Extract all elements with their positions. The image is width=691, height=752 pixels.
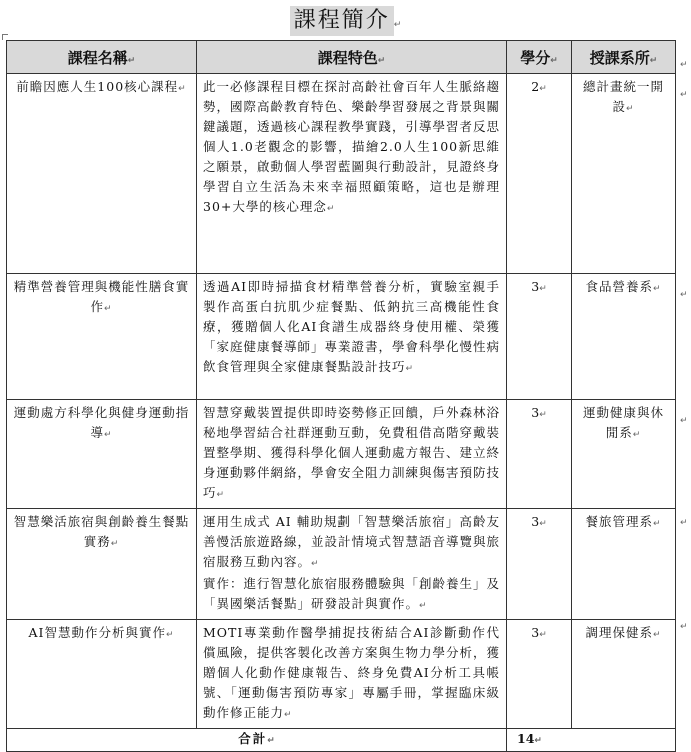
paragraph-mark-icon: ↵ [178,84,187,94]
course-table [6,40,676,752]
paragraph-mark-icon: ↵ [539,84,547,94]
title-wrap [0,6,691,36]
paragraph-mark-icon: ↵ [550,55,558,66]
table-row [7,620,676,729]
row-end-mark-icon: ↵ [680,416,688,426]
course-name-cell: 精準營養管理與機能性膳食實作↵ [7,274,197,400]
table-row [7,509,676,620]
credits-cell: 3↵ [507,274,572,400]
paragraph-mark-icon: ↵ [652,284,662,294]
row-end-mark-icon: ↵ [680,518,688,528]
department-cell: 調理保健系↵ [572,620,676,729]
paragraph-mark-icon: ↵ [267,736,275,746]
paragraph-mark-icon: ↵ [539,410,547,420]
paragraph-mark-icon: ↵ [534,736,542,746]
paragraph-mark-icon: ↵ [377,55,386,66]
paragraph-mark-icon: ↵ [539,284,547,294]
paragraph-mark-icon: ↵ [326,204,336,214]
paragraph-mark-icon: ↵ [405,364,415,374]
paragraph-mark-icon: ↵ [539,519,547,529]
course-feature-cell: 透過AI即時掃描食材精準營養分析，實驗室親手製作高蛋白抗肌少症餐點、低鈉抗三高機能性食療，獲贈個人化AI食譜生成器終身使用權、榮獲「家庭健康餐導師」專業證書，學會科學化慢性病飲食管理與全家健康餐點設計技巧↵ [197,274,507,400]
paragraph-mark-icon: ↵ [652,630,662,640]
row-end-mark-icon: ↵ [680,622,688,632]
paragraph-mark-icon: ↵ [110,539,120,549]
header-department: 授課系所↵ [572,41,676,74]
total-label-cell: 合計↵ [7,729,507,752]
paragraph-mark-icon: ↵ [311,559,320,569]
row-end-mark-icon: ↵ [680,60,688,70]
paragraph-mark-icon: ↵ [216,490,226,500]
page-title: 課程簡介 [290,6,394,36]
row-end-mark-icon: ↵ [680,290,688,300]
credits-cell: 3↵ [507,620,572,729]
paragraph-mark-icon: ↵ [165,630,175,640]
paragraph-mark-icon: ↵ [393,20,402,30]
credits-cell: 2↵ [507,74,572,274]
table-row [7,274,676,400]
paragraph-mark-icon: ↵ [284,710,293,720]
department-cell: 運動健康與休閒系↵ [572,400,676,509]
total-credits-cell: 14↵ [507,729,676,752]
table-row [7,74,676,274]
course-name-cell: 前瞻因應人生100核心課程↵ [7,74,197,274]
department-cell: 餐旅管理系↵ [572,509,676,620]
paragraph-mark-icon: ↵ [649,55,658,66]
paragraph-mark-icon: ↵ [625,104,635,114]
paragraph-mark-icon: ↵ [103,304,113,314]
paragraph-mark-icon: ↵ [652,519,662,529]
course-feature-cell: 智慧穿戴裝置提供即時姿勢修正回饋，戶外森林浴秘地學習結合社群運動互動，免費租借高階穿戴裝置整學期、獲得科學化個人運動處方報告、建立終身運動夥伴網絡，學會安全阻力訓練與傷害預防技巧↵ [197,400,507,509]
paragraph-mark-icon: ↵ [539,630,547,640]
course-name-cell: AI智慧動作分析與實作↵ [7,620,197,729]
header-credits: 學分↵ [507,41,572,74]
total-row [7,729,676,752]
paragraph-mark-icon: ↵ [632,430,642,440]
course-feature-cell: 此一必修課程目標在探討高齡社會百年人生脈絡趨勢，國際高齡教育特色、樂齡學習發展之背景與關鍵議題，透過核心課程教學實踐，引導學習者反思個人1.0老觀念的影響，描繪2.0人生100新思維之願景，啟動個人學習藍圖與行動設計，見證終身學習自立生活為未來幸福照顧策略，這也是辦理30+大學的核心理念↵ [197,74,507,274]
department-cell: 食品營養系↵ [572,274,676,400]
course-feature-practice: 實作：進行智慧化旅宿服務體驗與「創齡養生」及「異國樂活餐點」研發設計與實作。 [203,576,501,611]
course-name-cell: 運動處方科學化與健身運動指導↵ [7,400,197,509]
department-cell: 總計畫統一開設↵ [572,74,676,274]
header-course-feature: 課程特色↵ [197,41,507,74]
course-feature-cell: 運用生成式 AI 輔助規劃「智慧樂活旅宿」高齡友善慢活旅遊路線，並設計情境式智慧語音導覽與旅宿服務互動內容。↵ 實作：進行智慧化旅宿服務體驗與「創齡養生」及「異國樂活餐點」研發設計與實作。↵ [197,509,507,620]
course-name-cell: 智慧樂活旅宿與創齡養生餐點實務↵ [7,509,197,620]
course-feature-cell: MOTI專業動作醫學捕捉技術結合AI診斷動作代償風險，提供客製化改善方案與生物力學分析，獲贈個人化動作健康報告、終身免費AI分析工具帳號、「運動傷害預防專家」專屬手冊，掌握臨床級動作修正能力↵ [197,620,507,729]
credits-cell: 3↵ [507,400,572,509]
header-course-name: 課程名稱↵ [7,41,197,74]
credits-cell: 3↵ [507,509,572,620]
row-end-mark-icon: ↵ [680,90,688,100]
header-row [7,41,676,74]
paragraph-mark-icon: ↵ [103,430,113,440]
table-row [7,400,676,509]
paragraph-mark-icon: ↵ [127,55,136,66]
paragraph-mark-icon: ↵ [419,601,428,611]
